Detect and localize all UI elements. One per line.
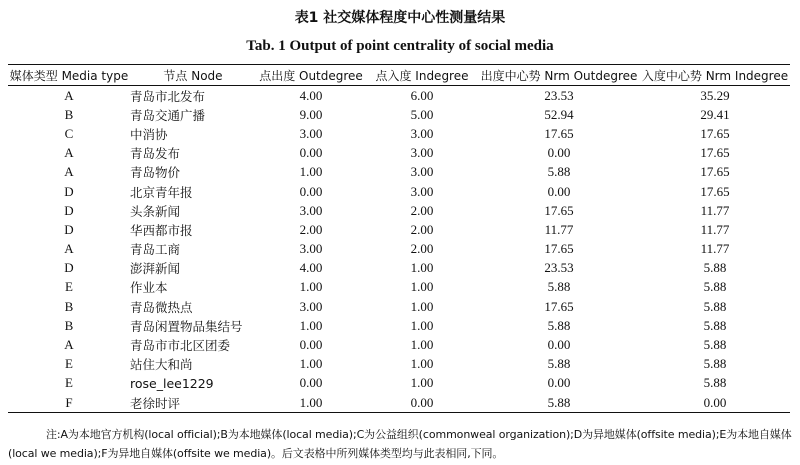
cell-node: 中消协 (130, 126, 168, 142)
cell-nrm-indegree: 0.00 (640, 393, 790, 413)
cell-indegree: 1.00 (410, 279, 434, 295)
table-row (8, 240, 790, 259)
cell-node: 华西都市报 (130, 222, 193, 238)
cell-indegree: 0.00 (366, 393, 478, 413)
cell-nrm-indegree: 5.88 (703, 260, 727, 276)
cell-nrm-indegree: 5.88 (703, 337, 727, 353)
cell-outdegree: 0.00 (299, 145, 323, 161)
cell-nrm-indegree: 11.77 (700, 241, 730, 257)
cell-outdegree: 9.00 (299, 106, 323, 122)
cell-node: 青岛交通广播 (130, 107, 206, 123)
cell-nrm-indegree: 5.88 (703, 356, 727, 372)
table-row (8, 355, 790, 374)
cell-media-type: F (8, 393, 130, 413)
cell-node: 青岛发布 (130, 146, 181, 162)
table-row (8, 374, 790, 393)
cell-indegree: 1.00 (410, 260, 434, 276)
header-nrm-indegree: 入度中心势 Nrm Indegree (640, 65, 790, 86)
cell-media-type: D (64, 260, 74, 276)
cell-outdegree: 3.00 (299, 125, 323, 141)
cell-node: 青岛工商 (130, 242, 181, 258)
cell-indegree: 5.00 (410, 106, 434, 122)
cell-indegree: 3.00 (410, 125, 434, 141)
cell-nrm-outdegree: 23.53 (544, 87, 574, 103)
table-row (8, 144, 790, 163)
cell-indegree: 2.00 (410, 221, 434, 237)
cell-nrm-outdegree: 23.53 (544, 260, 574, 276)
cell-nrm-indegree: 35.29 (700, 87, 730, 103)
cell-outdegree: 1.00 (299, 317, 323, 333)
header-node: 节点 Node (130, 65, 256, 86)
table-row (8, 220, 790, 239)
table-row (8, 105, 790, 124)
cell-node: 头条新闻 (130, 203, 181, 219)
cell-node: 澎湃新闻 (130, 261, 181, 277)
cell-nrm-outdegree: 0.00 (547, 337, 571, 353)
table-body (8, 86, 790, 413)
cell-nrm-outdegree: 0.00 (547, 375, 571, 391)
cell-node: 青岛闲置物品集结号 (130, 318, 243, 334)
cell-node: 作业本 (130, 280, 168, 296)
cell-media-type: B (64, 298, 74, 314)
cell-nrm-outdegree: 0.00 (547, 183, 571, 199)
cell-media-type: D (64, 202, 74, 218)
header-indegree: 点入度 Indegree (366, 65, 478, 86)
cell-node: 青岛市北发布 (130, 88, 206, 104)
cell-indegree: 1.00 (410, 298, 434, 314)
cell-media-type: E (65, 375, 73, 391)
cell-indegree: 2.00 (410, 241, 434, 257)
cell-media-type: B (64, 106, 74, 122)
cell-nrm-outdegree: 17.65 (544, 202, 574, 218)
cell-nrm-indegree: 5.88 (703, 317, 727, 333)
cell-media-type: D (64, 183, 74, 199)
cell-node: 北京青年报 (130, 184, 193, 200)
cell-media-type: E (65, 356, 73, 372)
table-header-row (8, 65, 790, 86)
cell-nrm-indegree: 17.65 (700, 183, 730, 199)
cell-indegree: 3.00 (410, 183, 434, 199)
cell-node: 老徐时评 (130, 393, 256, 413)
cell-outdegree: 0.00 (299, 337, 323, 353)
cell-outdegree: 4.00 (299, 260, 323, 276)
cell-nrm-outdegree: 11.77 (544, 221, 574, 237)
cell-indegree: 1.00 (410, 317, 434, 333)
cell-outdegree: 3.00 (299, 241, 323, 257)
cell-indegree: 3.00 (410, 145, 434, 161)
cell-outdegree: 1.00 (256, 393, 366, 413)
cell-outdegree: 2.00 (299, 221, 323, 237)
table-row (8, 278, 790, 297)
cell-nrm-indegree: 29.41 (700, 106, 730, 122)
table-row (8, 297, 790, 316)
header-nrm-outdegree: 出度中心势 Nrm Outdegree (478, 65, 640, 86)
cell-media-type: E (65, 279, 73, 295)
cell-nrm-indegree: 11.77 (700, 221, 730, 237)
cell-outdegree: 1.00 (299, 279, 323, 295)
cell-nrm-indegree: 17.65 (700, 125, 730, 141)
cell-media-type: A (64, 241, 74, 257)
cell-outdegree: 0.00 (299, 375, 323, 391)
cell-indegree: 6.00 (410, 87, 434, 103)
cell-nrm-outdegree: 0.00 (547, 145, 571, 161)
cell-outdegree: 3.00 (299, 298, 323, 314)
table-row (8, 259, 790, 278)
cell-node: 站住大和尚 (130, 357, 193, 373)
cell-nrm-outdegree: 17.65 (544, 241, 574, 257)
cell-nrm-outdegree: 5.88 (547, 279, 571, 295)
cell-outdegree: 3.00 (299, 202, 323, 218)
table-title-chinese: 表1 社交媒体程度中心性测量结果 (294, 10, 506, 26)
header-media-type: 媒体类型 Media type (8, 65, 130, 86)
cell-nrm-indegree: 11.77 (700, 202, 730, 218)
table-row (8, 335, 790, 354)
header-outdegree: 点出度 Outdegree (256, 65, 366, 86)
cell-nrm-outdegree: 5.88 (478, 393, 640, 413)
cell-outdegree: 1.00 (299, 356, 323, 372)
table-footnote: 注:A为本地官方机构(local official);B为本地媒体(local media);C为公益组织(commonweal organization);D为异地媒体(offsite media);E为本地自媒体(local we media);F为异地自媒体(offsite we media)。后文表格中所列媒体类型均与此表相同,下同。 (8, 428, 792, 460)
table-row (8, 201, 790, 220)
cell-media-type: A (64, 337, 74, 353)
table-row (8, 182, 790, 201)
cell-nrm-indegree: 5.88 (703, 375, 727, 391)
cell-media-type: A (64, 164, 74, 180)
cell-nrm-outdegree: 17.65 (544, 125, 574, 141)
centrality-table (8, 64, 790, 413)
cell-indegree: 1.00 (410, 375, 434, 391)
table-row (8, 393, 790, 413)
table-row (8, 86, 790, 106)
cell-indegree: 1.00 (410, 356, 434, 372)
cell-nrm-indegree: 5.88 (703, 298, 727, 314)
cell-nrm-outdegree: 52.94 (544, 106, 574, 122)
cell-node: rose_lee1229 (130, 375, 214, 391)
cell-nrm-indegree: 17.65 (700, 145, 730, 161)
cell-nrm-outdegree: 5.88 (547, 356, 571, 372)
cell-nrm-indegree: 17.65 (700, 164, 730, 180)
table-title-english: Tab. 1 Output of point centrality of social media (246, 38, 554, 54)
cell-nrm-outdegree: 5.88 (547, 164, 571, 180)
cell-media-type: C (64, 125, 74, 141)
cell-media-type: D (64, 221, 74, 237)
cell-nrm-outdegree: 17.65 (544, 298, 574, 314)
cell-indegree: 2.00 (410, 202, 434, 218)
table-row (8, 163, 790, 182)
table-row (8, 124, 790, 143)
table-row (8, 316, 790, 335)
cell-nrm-indegree: 5.88 (703, 279, 727, 295)
cell-media-type: A (64, 145, 74, 161)
cell-outdegree: 0.00 (299, 183, 323, 199)
cell-nrm-outdegree: 5.88 (547, 317, 571, 333)
cell-node: 青岛物价 (130, 165, 181, 181)
cell-media-type: A (64, 87, 74, 103)
cell-outdegree: 1.00 (299, 164, 323, 180)
cell-indegree: 3.00 (410, 164, 434, 180)
cell-node: 青岛微热点 (130, 299, 193, 315)
cell-outdegree: 4.00 (299, 87, 323, 103)
cell-indegree: 1.00 (410, 337, 434, 353)
cell-node: 青岛市市北区团委 (130, 338, 231, 354)
cell-media-type: B (64, 317, 74, 333)
